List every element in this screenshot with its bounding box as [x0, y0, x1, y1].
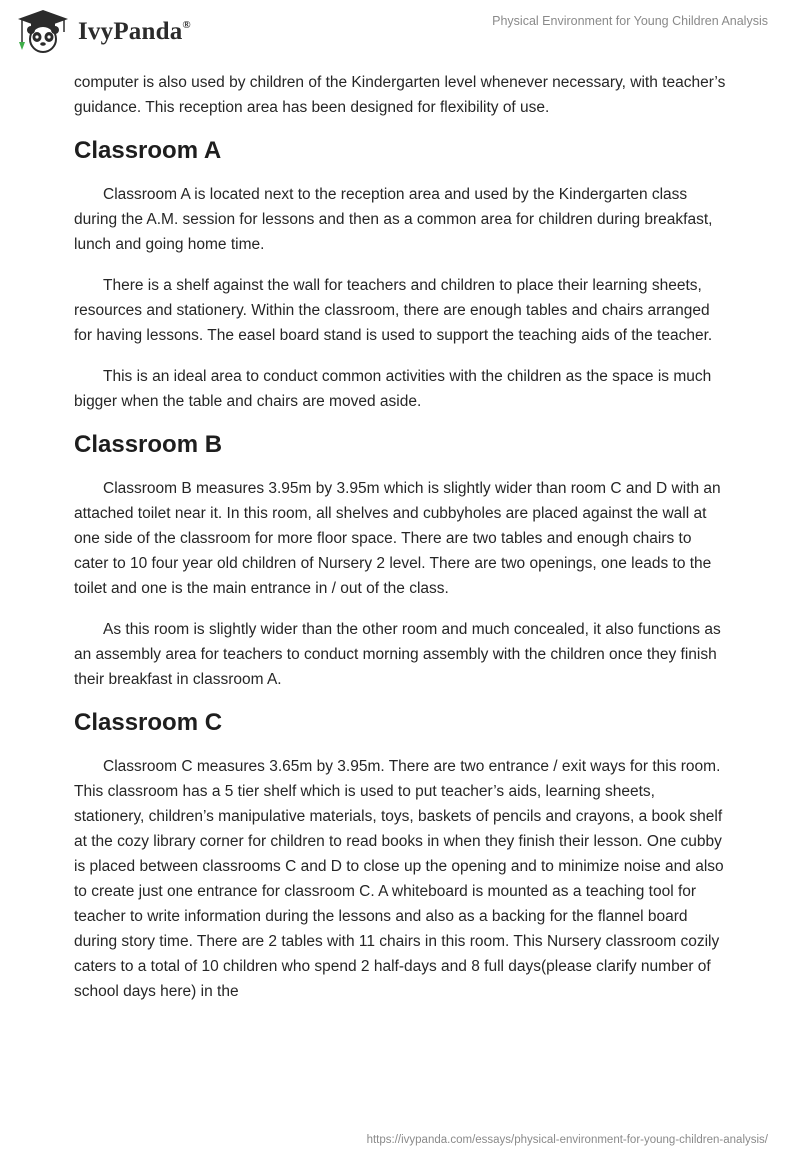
heading-classroom-c: Classroom C	[74, 709, 223, 736]
page-header	[0, 0, 800, 70]
paragraph-classroom-b-2: As this room is slightly wider than the other room and much concealed, it also functions as an assembly area for teachers to conduct morning assembly with the children once they finish their breakfast in classroom A.	[74, 621, 721, 688]
brand-logo[interactable]	[14, 8, 191, 54]
paragraph-classroom-b-1: Classroom B measures 3.95m by 3.95m which is slightly wider than room C and D with an attached toilet near it. In this room, all shelves and cubbyholes are placed against the wall at one side of the classroom for more floor space. There are two tables and enough chairs to cater to 10 four year old children of Nursery 2 level. There are two openings, one leads to the toilet and one is the main entrance in / out of the class.	[74, 480, 721, 597]
paragraph-classroom-a-2: There is a shelf against the wall for teachers and children to place their learning sheets, resources and stationery. Within the classroom, there are enough tables and chairs arranged for having lessons. The easel board stand is used to support the teaching aids of the teacher.	[74, 277, 713, 344]
paragraph-classroom-a-3: This is an ideal area to conduct common activities with the children as the space is much bigger when the table and chairs are moved aside.	[74, 368, 712, 410]
paragraph-intro: computer is also used by children of the Kindergarten level whenever necessary, with teacher’s guidance. This reception area has been designed for flexibility of use.	[74, 74, 726, 116]
document-title: Physical Environment for Young Children Analysis	[492, 14, 768, 28]
brand-name: IvyPanda®	[78, 18, 191, 45]
essay-content	[74, 70, 726, 1020]
paragraph-classroom-c-1: Classroom C measures 3.65m by 3.95m. There are two entrance / exit ways for this room. This classroom has a 5 tier shelf which is used to put teacher’s aids, learning sheets, stationery, children’s manipulative materials, toys, baskets of pencils and crayons, a book shelf at the cozy library corner for children to read books in when they finish their lesson. One cubby is placed between classrooms C and D to close up the opening and to minimize noise and also to create just one entrance for classroom C. A whiteboard is mounted as a teaching tool for teacher to write information during the lessons and also as a backing for the flannel board during story time. There are 2 tables with 11 chairs in this room. This Nursery classroom cozily caters to a total of 10 children who spend 2 half-days and 8 full days(please clarify number of school days here) in the	[74, 758, 724, 1000]
paragraph-classroom-a-1: Classroom A is located next to the reception area and used by the Kindergarten class during the A.M. session for lessons and then as a common area for children during breakfast, lunch and going home time.	[74, 186, 713, 253]
heading-classroom-a: Classroom A	[74, 137, 222, 164]
heading-classroom-b: Classroom B	[74, 431, 223, 458]
source-url-link[interactable]: https://ivypanda.com/essays/physical-environment-for-young-children-analysis/	[366, 1134, 768, 1146]
panda-logo-icon	[14, 8, 72, 54]
